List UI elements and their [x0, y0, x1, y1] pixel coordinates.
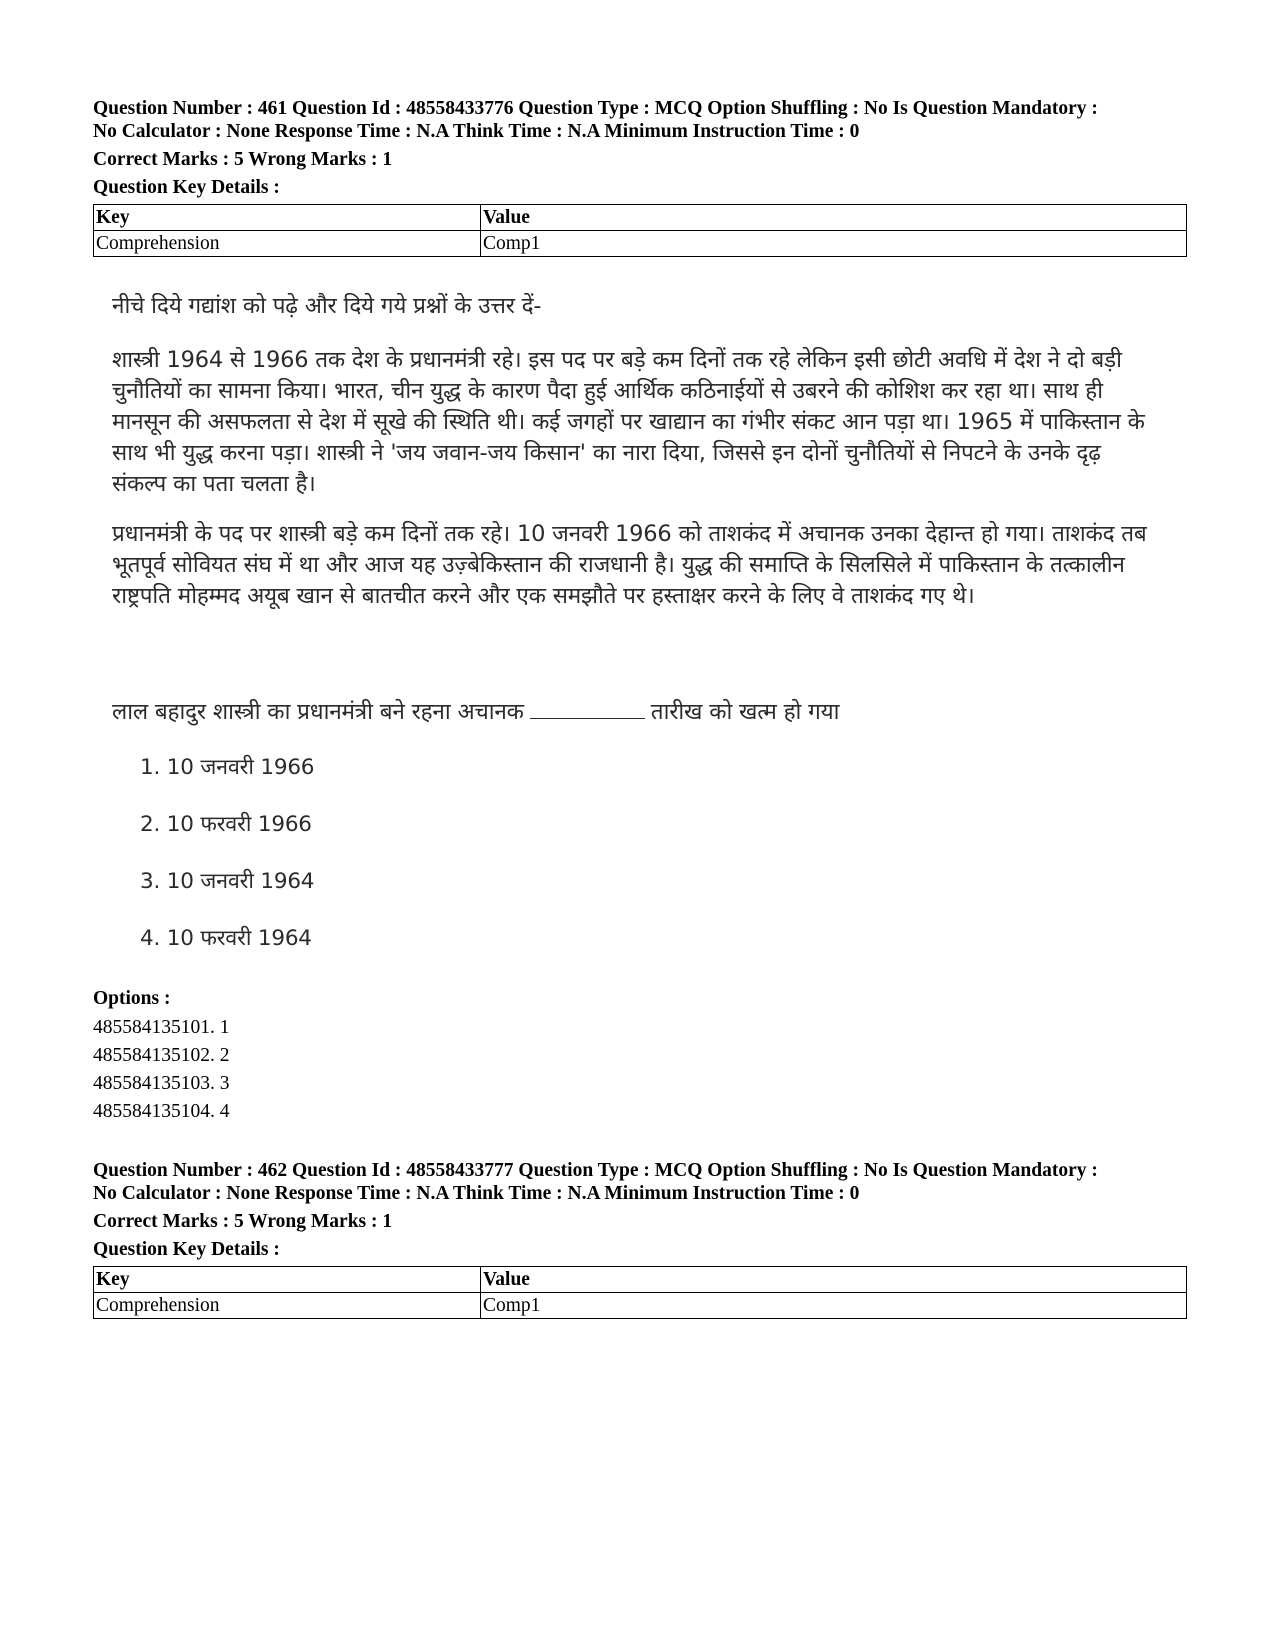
q462-meta-line1: Question Number : 462 Question Id : 48558433777 Question Type : MCQ Option Shuffling : No Is Question Mandatory :	[93, 1160, 1098, 1181]
table-row	[94, 1293, 1187, 1319]
q462-key-details-label: Question Key Details :	[93, 1239, 280, 1260]
option-item: 485584135101. 1	[93, 1017, 230, 1038]
option-item: 485584135102. 2	[93, 1045, 230, 1066]
passage-instruction: नीचे दिये गद्यांश को पढ़े और दिये गये प्रश्नों के उत्तर दें-	[112, 293, 542, 319]
options-list	[93, 1014, 230, 1126]
q461-meta-line1: Question Number : 461 Question Id : 48558433776 Question Type : MCQ Option Shuffling : No Is Question Mandatory :	[93, 98, 1098, 119]
table-row	[94, 231, 1187, 257]
table-header-row	[94, 1267, 1187, 1293]
table-cell-key: Comprehension	[94, 231, 481, 257]
question-stem	[112, 696, 839, 728]
passage-image	[100, 283, 1200, 973]
choice-3: 3. 10 जनवरी 1964	[140, 869, 315, 894]
passage-paragraph-1: शास्त्री 1964 से 1966 तक देश के प्रधानमंत्री रहे। इस पद पर बड़े कम दिनों तक रहे लेकिन इसी छोटी अवधि में देश ने दो बड़ी चुनौतियों का सामना किया। भारत, चीन युद्ध के कारण पैदा हुई आर्थिक कठिनाईयों से उबरने की कोशिश कर रहा था। साथ ही मानसून की असफलता से देश में सूखे की स्थिति थी। कई जगहों पर खाद्यान का गंभीर संकट आन पड़ा था। 1965 में पाकिस्तान के साथ भी युद्ध करना पड़ा। शास्त्री ने 'जय जवान-जय किसान' का नारा दिया, जिससे इन दोनों चुनौतियों से निपटने के उनके दृढ़ संकल्प का पता चलता है।	[112, 347, 1145, 497]
table-header-key: Key	[94, 1267, 481, 1293]
option-item: 485584135104. 4	[93, 1101, 230, 1122]
table-header-value: Value	[481, 205, 1187, 231]
question-stem-part1: लाल बहादुर शास्त्री का प्रधानमंत्री बने रहना अचानक	[112, 699, 524, 725]
table-header-value: Value	[481, 1267, 1187, 1293]
fill-blank	[530, 696, 645, 719]
table-cell-key: Comprehension	[94, 1293, 481, 1319]
q461-marks: Correct Marks : 5 Wrong Marks : 1	[93, 149, 393, 170]
choice-2: 2. 10 फरवरी 1966	[140, 812, 312, 837]
passage-paragraph-2: प्रधानमंत्री के पद पर शास्त्री बड़े कम दिनों तक रहे। 10 जनवरी 1966 को ताशकंद में अचानक उनका देहान्त हो गया। ताशकंद तब भूतपूर्व सोवियत संघ में था और आज यह उज़्बेकिस्तान की राजधानी है। युद्ध की समाप्ति के सिलसिले में पाकिस्तान के तत्कालीन राष्ट्रपति मोहम्मद अयूब खान से बातचीत करने और एक समझौते पर हस्ताक्षर करने के लिए वे ताशकंद गए थे।	[112, 521, 1147, 609]
q462-marks: Correct Marks : 5 Wrong Marks : 1	[93, 1211, 393, 1232]
table-cell-value: Comp1	[481, 231, 1187, 257]
q461-key-table	[93, 204, 1187, 257]
options-label: Options :	[93, 988, 171, 1009]
question-stem-part2: तारीख को खत्म हो गया	[650, 699, 840, 725]
table-header-key: Key	[94, 205, 481, 231]
q461-key-details-label: Question Key Details :	[93, 177, 280, 198]
q462-key-table	[93, 1266, 1187, 1319]
table-cell-value: Comp1	[481, 1293, 1187, 1319]
choice-1: 1. 10 जनवरी 1966	[140, 755, 315, 780]
table-header-row	[94, 205, 1187, 231]
choice-4: 4. 10 फरवरी 1964	[140, 926, 312, 951]
q462-meta-line2: No Calculator : None Response Time : N.A Think Time : N.A Minimum Instruction Time : 0	[93, 1183, 860, 1204]
option-item: 485584135103. 3	[93, 1073, 230, 1094]
q461-meta-line2: No Calculator : None Response Time : N.A Think Time : N.A Minimum Instruction Time : 0	[93, 121, 860, 142]
